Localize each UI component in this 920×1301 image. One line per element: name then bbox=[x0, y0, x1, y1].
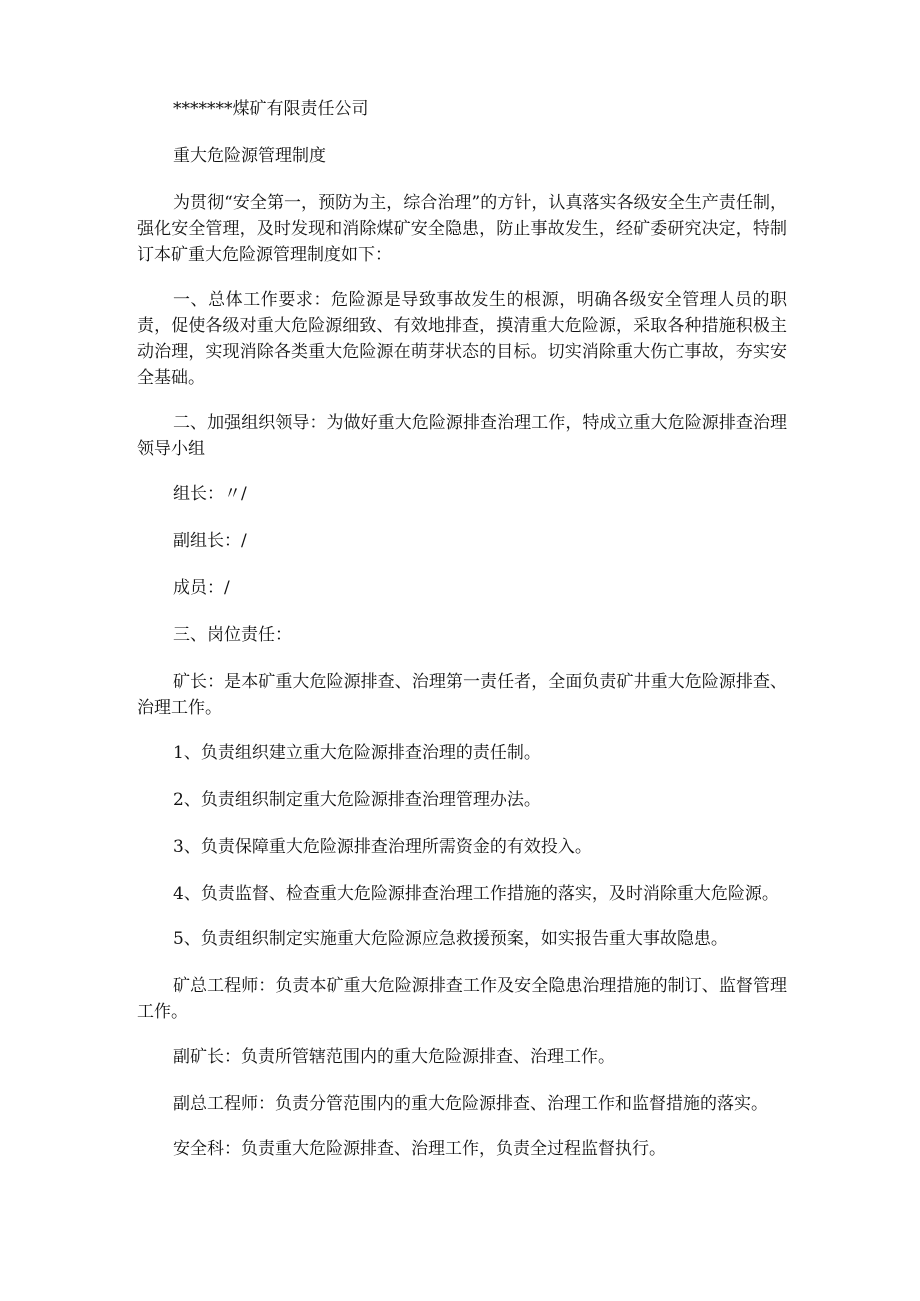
section-1-paragraph: 一、总体工作要求：危险源是导致事故发生的根源，明确各级安全管理人员的职责，促使各级对重大危险源细致、有效地排查，摸清重大危险源，采取各种措施积极主动治理，实现消除各类重大危险源在萌芽状态的目标。切实消除重大伤亡事故，夯实安全基础。 bbox=[137, 290, 787, 388]
section-3-heading: 三、岗位责任： bbox=[173, 625, 292, 645]
deputy-manager-paragraph: 副矿长：负责所管辖范围内的重大危险源排查、治理工作。 bbox=[173, 1047, 615, 1067]
document-title: 重大危险源管理制度 bbox=[173, 146, 326, 166]
deputy-chief-engineer-paragraph: 副总工程师：负责分管范围内的重大危险源排查、治理工作和监督措施的落实。 bbox=[173, 1094, 768, 1114]
duty-item-1: 1、负责组织建立重大危险源排查治理的责任制。 bbox=[173, 743, 541, 763]
company-name: *******煤矿有限责任公司 bbox=[173, 99, 369, 119]
duty-item-3: 3、负责保障重大危险源排查治理所需资金的有效投入。 bbox=[173, 837, 592, 857]
members-line: 成员：/ bbox=[173, 578, 230, 598]
duty-item-5: 5、负责组织制定实施重大危险源应急救援预案，如实报告重大事故隐患。 bbox=[173, 929, 728, 949]
deputy-leader-line: 副组长：/ bbox=[173, 531, 247, 551]
duty-item-2: 2、负责组织制定重大危险源排查治理管理办法。 bbox=[173, 790, 541, 810]
document-body bbox=[137, 96, 787, 1183]
section-2-paragraph: 二、加强组织领导：为做好重大危险源排查治理工作，特成立重大危险源排查治理领导小组 bbox=[137, 413, 787, 459]
leader-line: 组长：〃/ bbox=[173, 484, 247, 504]
intro-paragraph: 为贯彻“安全第一，预防为主，综合治理”的方针，认真落实各级安全生产责任制，强化安全管理，及时发现和消除煤矿安全隐患，防止事故发生，经矿委研究决定，特制订本矿重大危险源管理制度如下： bbox=[137, 193, 787, 265]
duty-item-4: 4、负责监督、检查重大危险源排查治理工作措施的落实，及时消除重大危险源。 bbox=[173, 884, 779, 904]
chief-engineer-paragraph: 矿总工程师：负责本矿重大危险源排查工作及安全隐患治理措施的制订、监督管理工作。 bbox=[137, 976, 787, 1022]
safety-dept-paragraph: 安全科：负责重大危险源排查、治理工作，负责全过程监督执行。 bbox=[173, 1139, 666, 1159]
mine-manager-paragraph: 矿长：是本矿重大危险源排查、治理第一责任者，全面负责矿井重大危险源排查、治理工作。 bbox=[137, 672, 787, 718]
